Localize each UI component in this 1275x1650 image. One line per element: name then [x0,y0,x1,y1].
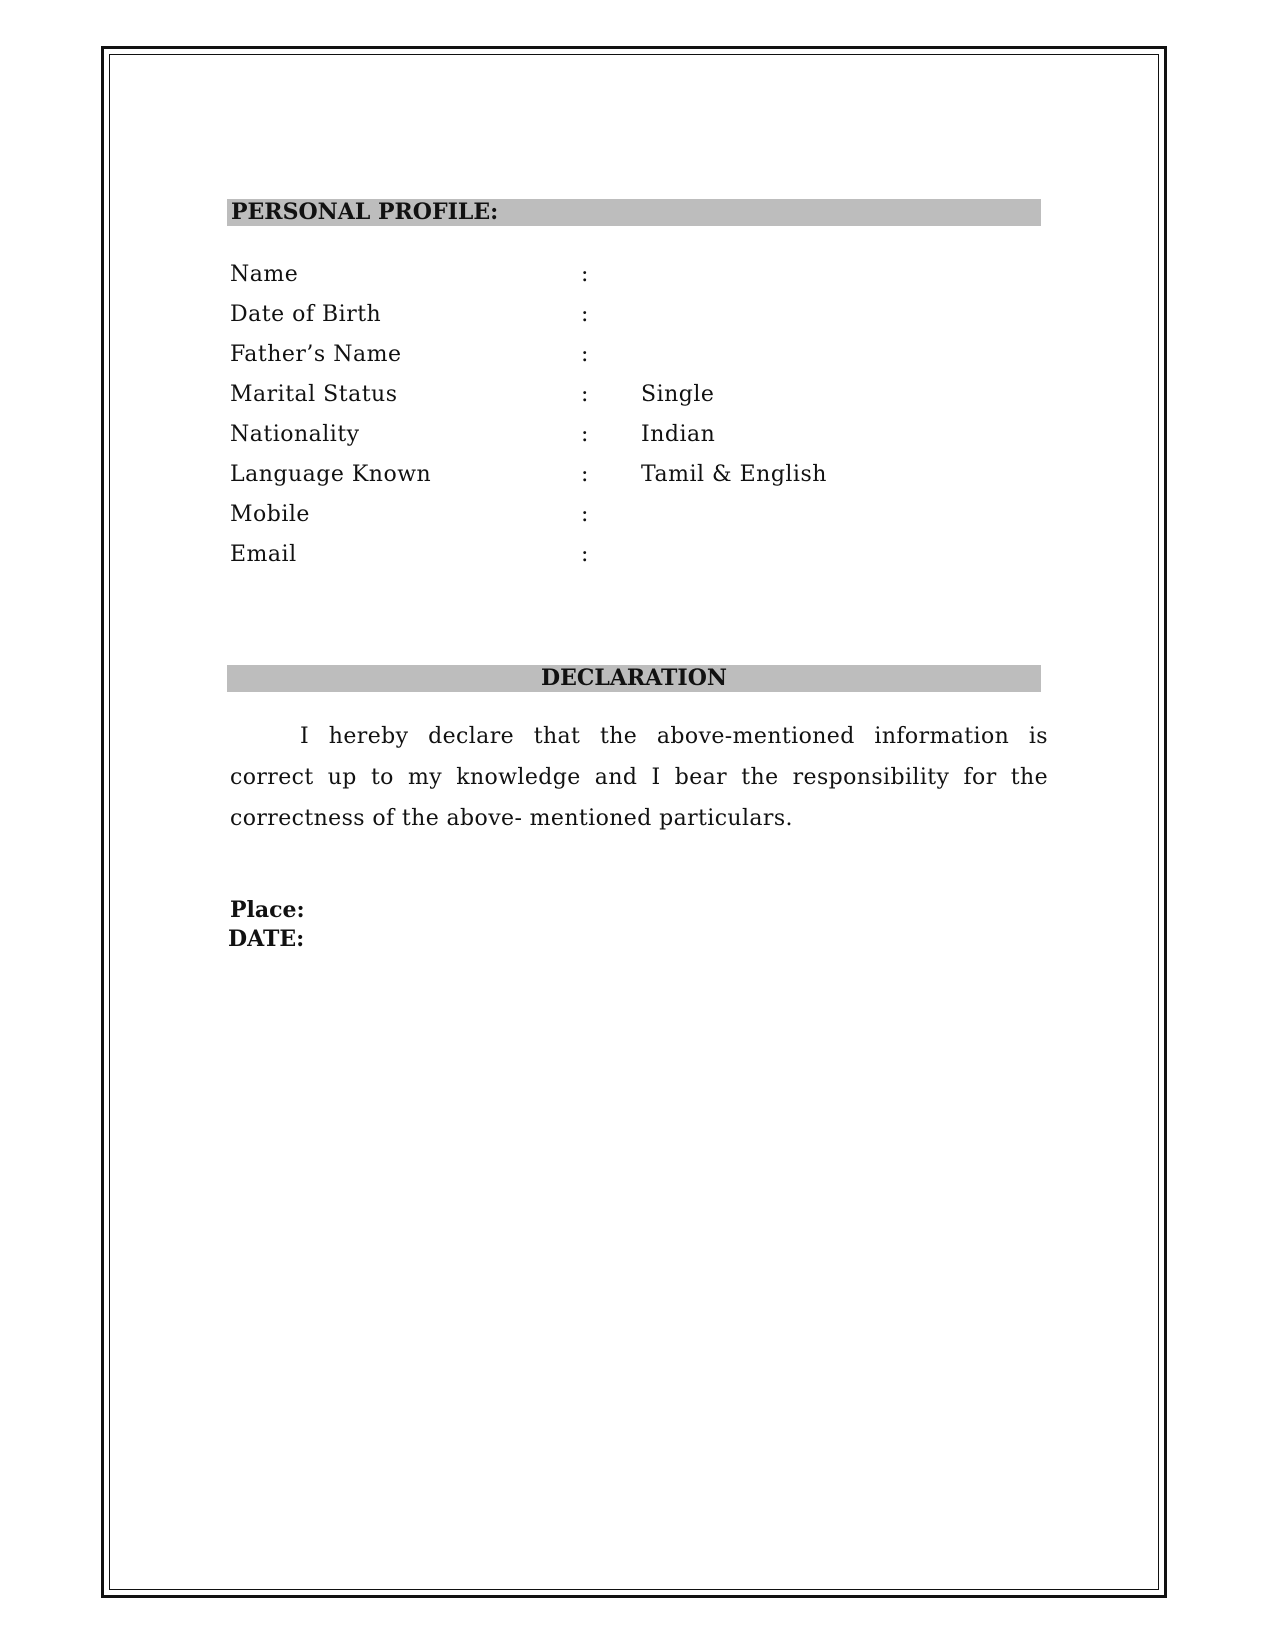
profile-colon: : [581,502,589,527]
personal-profile-heading: PERSONAL PROFILE: [227,199,1041,226]
profile-label: Date of Birth [230,302,382,327]
profile-colon: : [581,302,589,327]
profile-row-fathers-name [230,342,1030,382]
profile-row-nationality [230,422,1030,462]
profile-label: Mobile [230,502,310,527]
profile-colon: : [581,342,589,367]
profile-colon: : [581,382,589,407]
date-label: DATE: [228,926,305,952]
profile-row-name [230,262,1030,302]
profile-value: Indian [641,422,716,447]
profile-label: Name [230,262,299,287]
profile-colon: : [581,422,589,447]
declaration-heading: DECLARATION [227,665,1041,692]
profile-label: Father’s Name [230,342,402,367]
profile-row-date-of-birth [230,302,1030,342]
profile-value: Single [641,382,715,407]
personal-profile-table [230,262,1030,582]
place-label: Place: [230,897,305,923]
profile-label: Language Known [230,462,432,487]
profile-colon: : [581,262,589,287]
profile-colon: : [581,462,589,487]
declaration-text: I hereby declare that the above-mentioned information is correct up to my knowledge and I bear the responsibility for the correctness of the above- mentioned particulars. [230,724,1048,831]
profile-row-email [230,542,1030,582]
profile-label: Marital Status [230,382,398,407]
profile-row-mobile [230,502,1030,542]
profile-value: Tamil & English [641,462,827,487]
profile-label: Nationality [230,422,360,447]
profile-row-language-known [230,462,1030,502]
profile-label: Email [230,542,297,567]
profile-colon: : [581,542,589,567]
profile-row-marital-status [230,382,1030,422]
